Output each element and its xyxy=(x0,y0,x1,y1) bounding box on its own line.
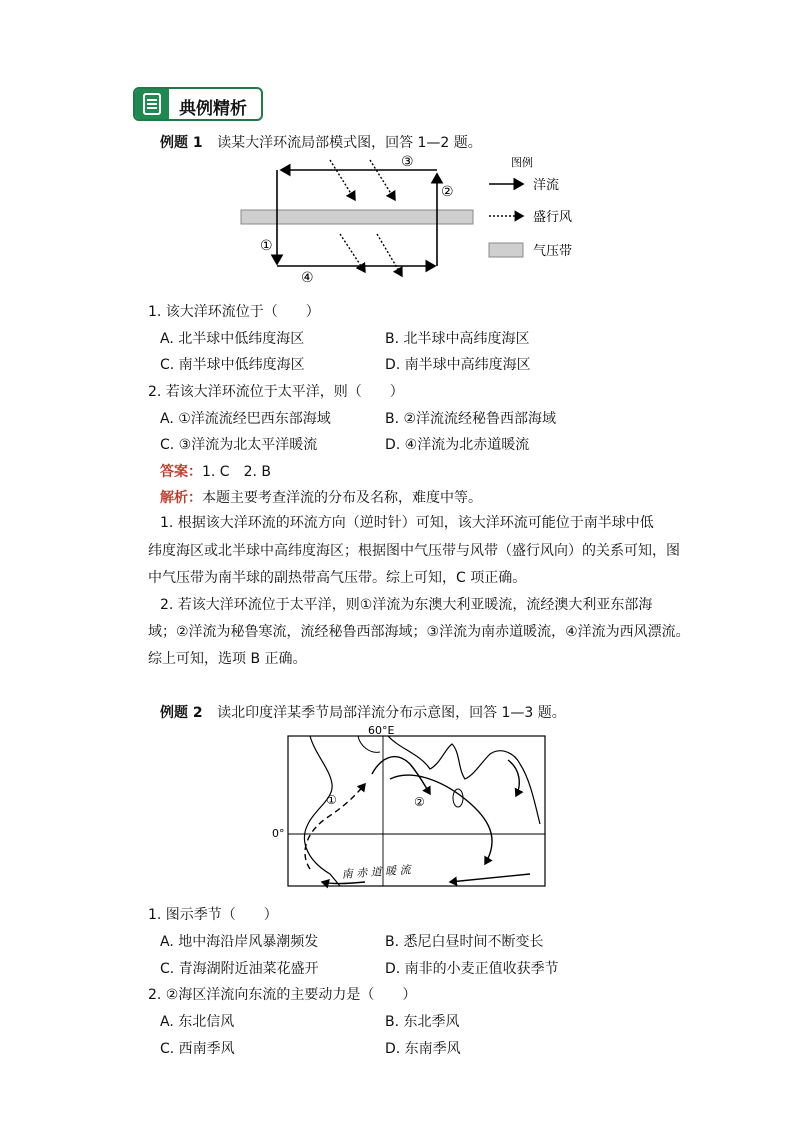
example2-intro: 读北印度洋某季节局部洋流分布示意图，回答 1—3 题。 xyxy=(217,705,566,721)
explain-2-line-3: 综上可知，选项 B 正确。 xyxy=(148,651,307,667)
ex1-q1-option-a[interactable]: A. 北半球中低纬度海区 xyxy=(160,331,305,347)
pressure-belt xyxy=(241,210,473,224)
answer-label: 答案： xyxy=(160,464,202,480)
example2-label: 例题 2 xyxy=(160,705,203,721)
example1-label: 例题 1 xyxy=(160,135,203,151)
example2-heading xyxy=(160,704,566,722)
legend-title: 图例 xyxy=(511,156,533,169)
gyre-diagram xyxy=(235,152,595,292)
explain-1-line-1: 1. 根据该大洋环流的环流方向（逆时针）可知，该大洋环流可能位于南半球中低 xyxy=(160,515,654,531)
explain-1-line-2: 纬度海区或北半球中高纬度海区；根据图中气压带与风带（盛行风向）的关系可知，图 xyxy=(148,543,680,559)
legend-pressure-label: 气压带 xyxy=(533,244,573,259)
document-list-icon xyxy=(135,89,169,119)
ex2-q2-option-c[interactable]: C. 西南季风 xyxy=(160,1041,235,1057)
marker-3: ③ xyxy=(401,154,414,170)
analysis-label: 解析： xyxy=(160,490,202,506)
wind-arrow xyxy=(370,160,395,200)
ex2-q1-option-b[interactable]: B. 悉尼白昼时间不断变长 xyxy=(385,934,544,950)
explain-2-line-1: 2. 若该大洋环流位于太平洋，则①洋流为东澳大利亚暖流，流经澳大利亚东部海 xyxy=(160,597,653,613)
wind-arrow xyxy=(377,234,402,276)
ex2-q1-option-c[interactable]: C. 青海湖附近油菜花盛开 xyxy=(160,961,319,977)
ex1-q2-option-b[interactable]: B. ②洋流流经秘鲁西部海域 xyxy=(385,411,557,427)
ex1-q2-option-c[interactable]: C. ③洋流为北太平洋暖流 xyxy=(160,437,318,453)
section-title: 典例精析 xyxy=(179,99,247,119)
marker-1: ① xyxy=(260,238,273,254)
analysis-text: 本题主要考查洋流的分布及名称，难度中等。 xyxy=(202,490,482,506)
marker-2: ② xyxy=(441,184,454,200)
example1-intro: 读某大洋环流局部模式图，回答 1—2 题。 xyxy=(217,135,482,151)
map-marker-2: ② xyxy=(414,795,425,809)
map-marker-1: ① xyxy=(326,793,337,807)
ex2-q2-option-d[interactable]: D. 东南季风 xyxy=(385,1041,461,1057)
indian-ocean-map xyxy=(270,724,550,890)
current-name-label: 南 赤 道 暖 流 xyxy=(341,863,412,881)
ex2-q2-option-a[interactable]: A. 东北信风 xyxy=(160,1014,235,1030)
ex1-q2-option-d[interactable]: D. ④洋流为北赤道暖流 xyxy=(385,437,530,453)
explain-2-line-2: 域；②洋流为秘鲁寒流，流经秘鲁西部海域；③洋流为南赤道暖流，④洋流为西风漂流。 xyxy=(148,624,690,640)
ex2-q1-option-a[interactable]: A. 地中海沿岸风暴潮频发 xyxy=(160,934,319,950)
legend-wind-label: 盛行风 xyxy=(533,210,573,225)
ex1-answer xyxy=(160,463,271,481)
ex1-q1-stem: 1. 该大洋环流位于（ ） xyxy=(148,304,320,320)
ex1-analysis xyxy=(160,489,482,507)
ex1-q1-option-d[interactable]: D. 南半球中高纬度海区 xyxy=(385,357,531,373)
legend-current-label: 洋流 xyxy=(533,178,560,193)
section-header xyxy=(133,87,263,121)
marker-4: ④ xyxy=(301,270,314,286)
answer-text: 1. C 2. B xyxy=(202,464,271,480)
map-frame xyxy=(288,736,545,886)
ex2-q1-option-d[interactable]: D. 南非的小麦正值收获季节 xyxy=(385,961,559,977)
meridian-label: 60°E xyxy=(368,724,395,737)
legend-pressure-symbol xyxy=(489,243,523,257)
equator-label: 0° xyxy=(272,827,285,840)
example1-heading xyxy=(160,134,482,152)
ex2-q2-option-b[interactable]: B. 东北季风 xyxy=(385,1014,460,1030)
ex1-q2-option-a[interactable]: A. ①洋流流经巴西东部海域 xyxy=(160,411,331,427)
ex1-q1-option-b[interactable]: B. 北半球中高纬度海区 xyxy=(385,331,530,347)
ex1-q1-option-c[interactable]: C. 南半球中低纬度海区 xyxy=(160,357,305,373)
ex2-q2-stem: 2. ②海区洋流向东流的主要动力是（ ） xyxy=(148,987,417,1003)
ex1-q2-stem: 2. 若该大洋环流位于太平洋，则（ ） xyxy=(148,384,404,400)
explain-1-line-3: 中气压带为南半球的副热带高气压带。综上可知，C 项正确。 xyxy=(148,570,527,586)
ex2-q1-stem: 1. 图示季节（ ） xyxy=(148,907,278,923)
wind-arrow xyxy=(330,160,355,200)
